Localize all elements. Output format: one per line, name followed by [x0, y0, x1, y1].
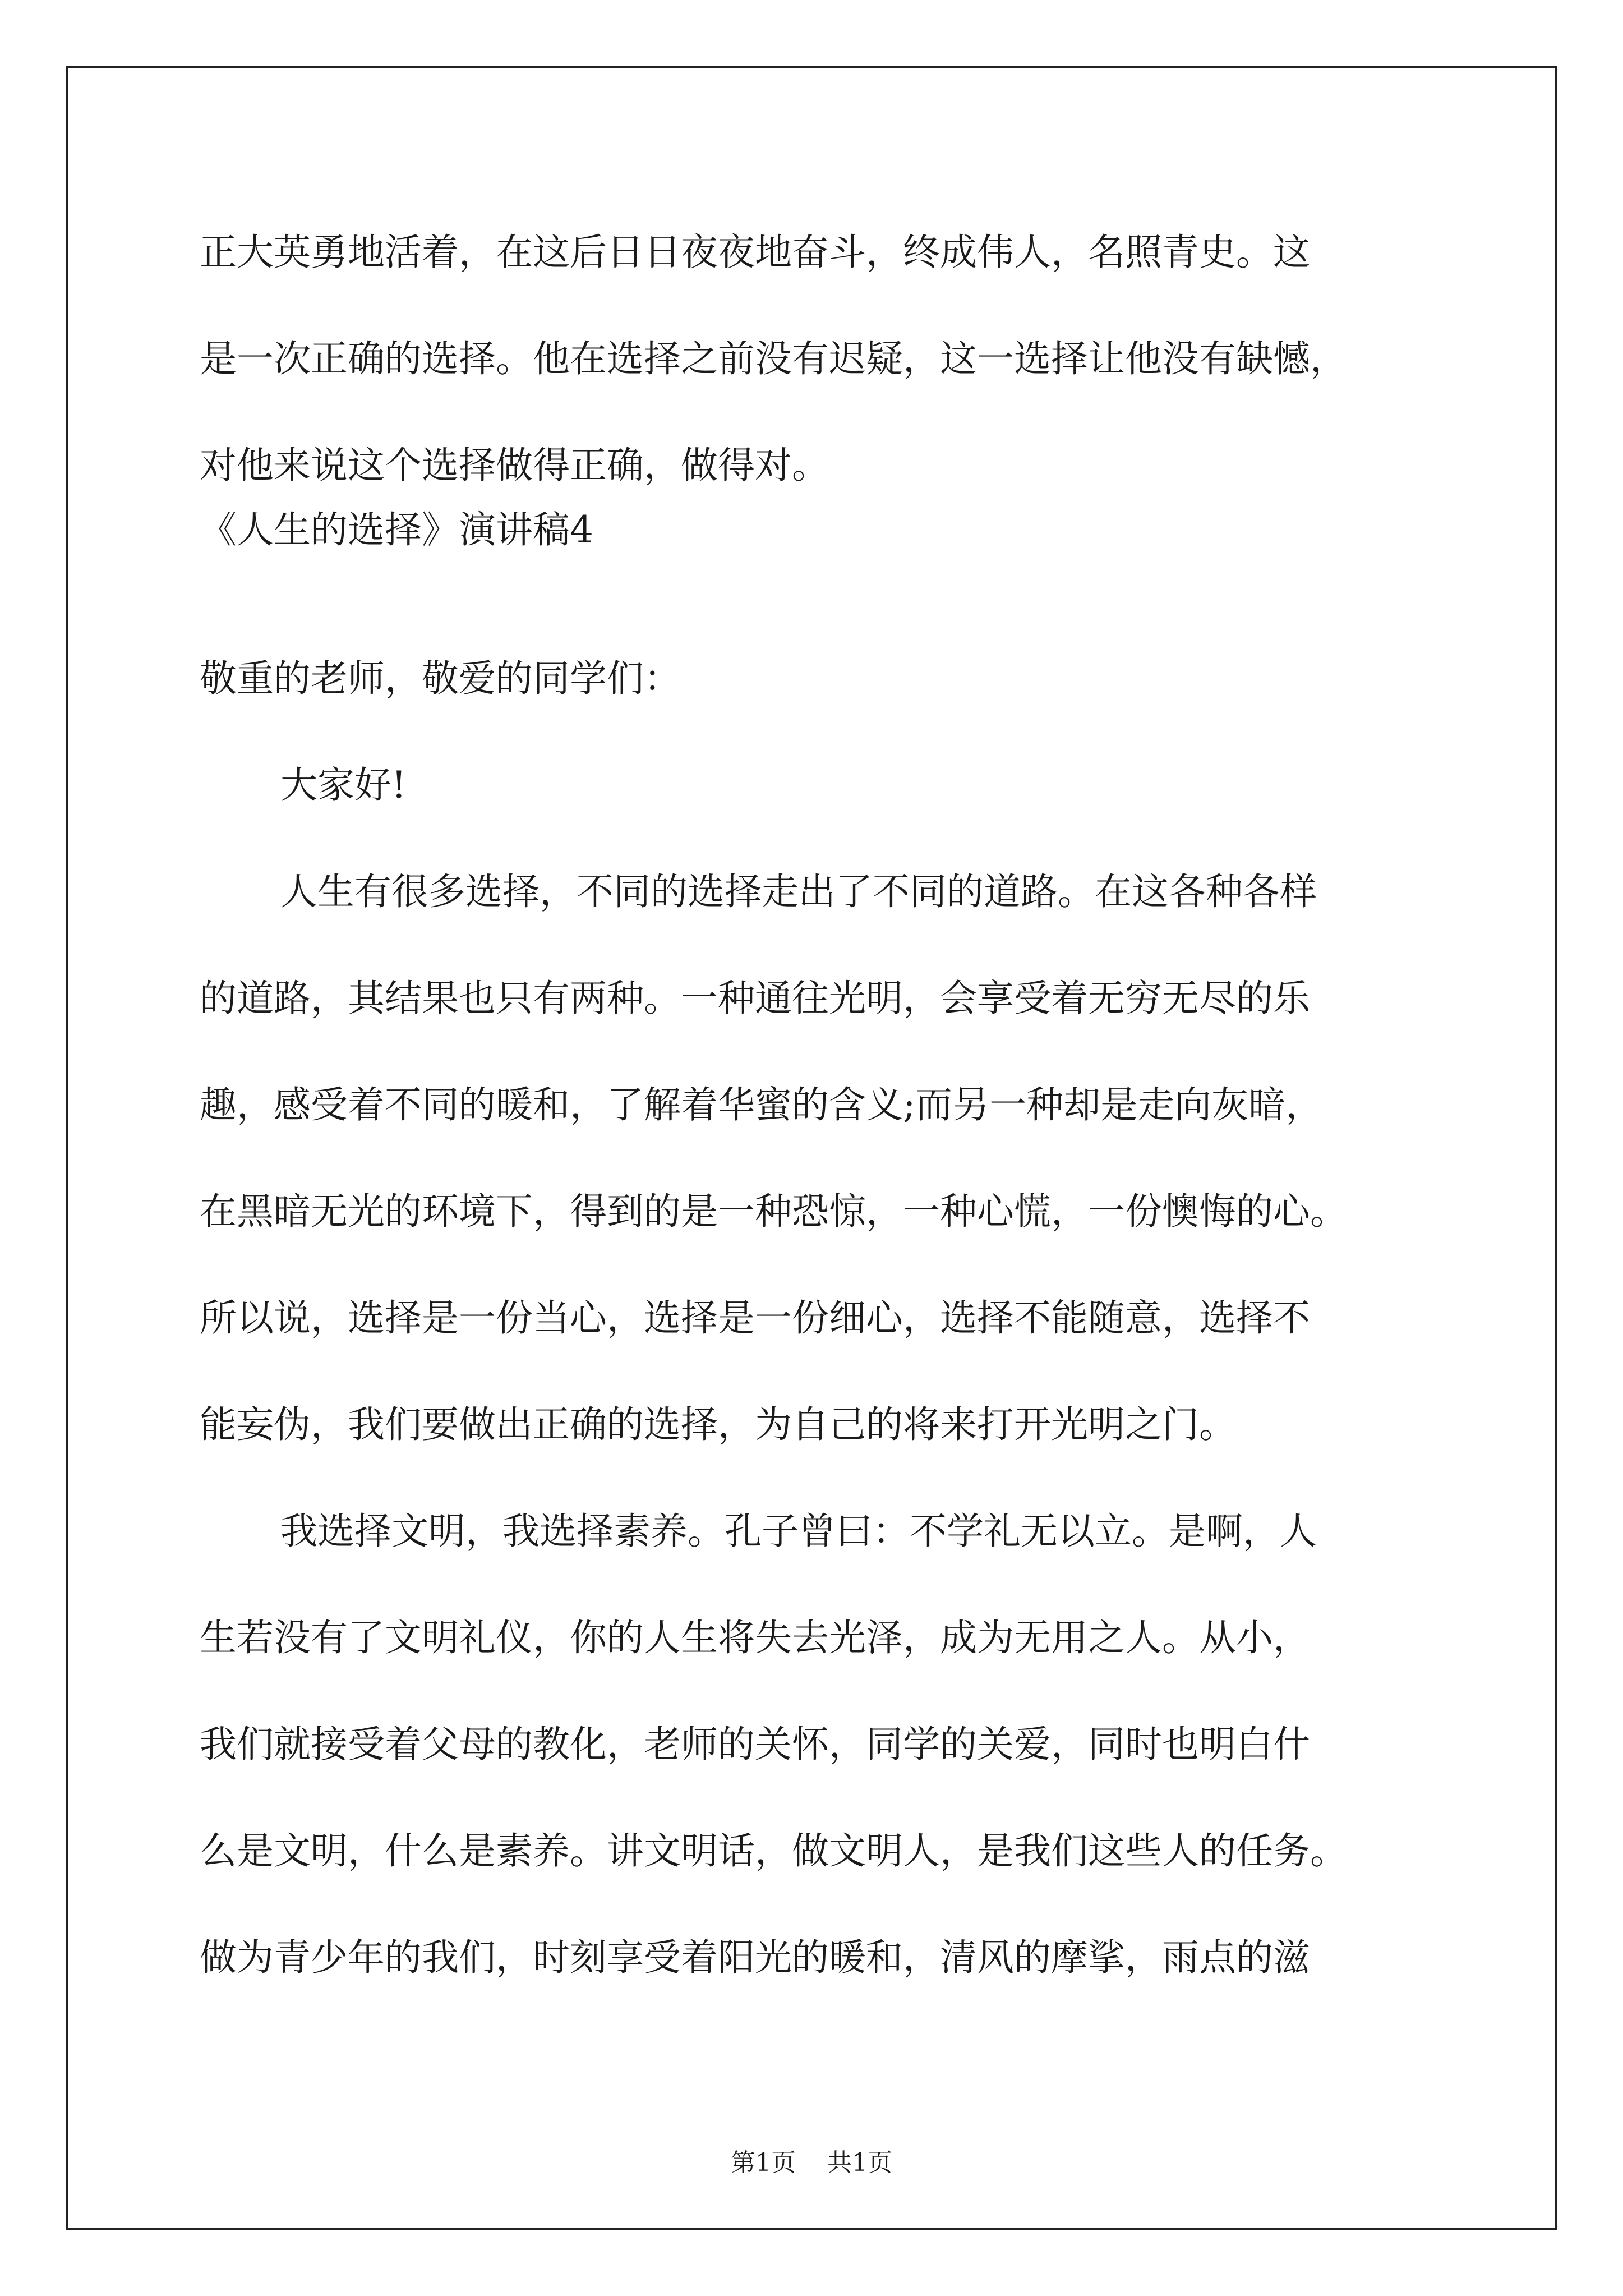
- body-line: 在黑暗无光的环境下，得到的是一种恐惊，一种心慌，一份懊悔的心。: [200, 1190, 1347, 1233]
- body-line: 趣，感受着不同的暖和，了解着华蜜的含义;而另一种却是走向灰暗，: [200, 1083, 1323, 1126]
- body-line: 么是文明，什么是素养。讲文明话，做文明人，是我们这些人的任务。: [200, 1829, 1347, 1872]
- greeting: 大家好!: [280, 763, 407, 807]
- salutation: 敬重的老师，敬爱的同学们：: [200, 657, 681, 700]
- body-line: 能妄伪，我们要做出正确的选择，为自己的将来打开光明之门。: [200, 1403, 1236, 1446]
- section-heading: 《人生的选择》演讲稿4: [200, 508, 593, 551]
- body-line: 生若没有了文明礼仪，你的人生将失去光泽，成为无用之人。从小，: [200, 1616, 1310, 1659]
- body-line: 我选择文明，我选择素养。孔子曾曰：不学礼无以立。是啊，人: [280, 1510, 1317, 1553]
- body-line: 正大英勇地活着，在这后日日夜夜地奋斗，终成伟人，名照青史。这: [200, 231, 1310, 274]
- body-line: 的道路，其结果也只有两种。一种通往光明，会享受着无穷无尽的乐: [200, 977, 1310, 1020]
- body-line: 人生有很多选择，不同的选择走出了不同的道路。在这各种各样: [280, 870, 1317, 913]
- body-line: 是一次正确的选择。他在选择之前没有迟疑，这一选择让他没有缺憾，: [200, 337, 1347, 380]
- page-border: [66, 66, 1557, 2230]
- body-line: 我们就接受着父母的教化，老师的关怀，同学的关爱，同时也明白什: [200, 1723, 1310, 1766]
- body-line: 做为青少年的我们，时刻享受着阳光的暖和，清风的摩挲，雨点的滋: [200, 1936, 1310, 1979]
- page-footer: [0, 2147, 1623, 2179]
- body-line: 所以说，选择是一份当心，选择是一份细心，选择不能随意，选择不: [200, 1296, 1310, 1340]
- page-number: 第1页: [731, 2148, 796, 2177]
- page-total: 共1页: [827, 2148, 892, 2177]
- body-line: 对他来说这个选择做得正确，做得对。: [200, 444, 829, 487]
